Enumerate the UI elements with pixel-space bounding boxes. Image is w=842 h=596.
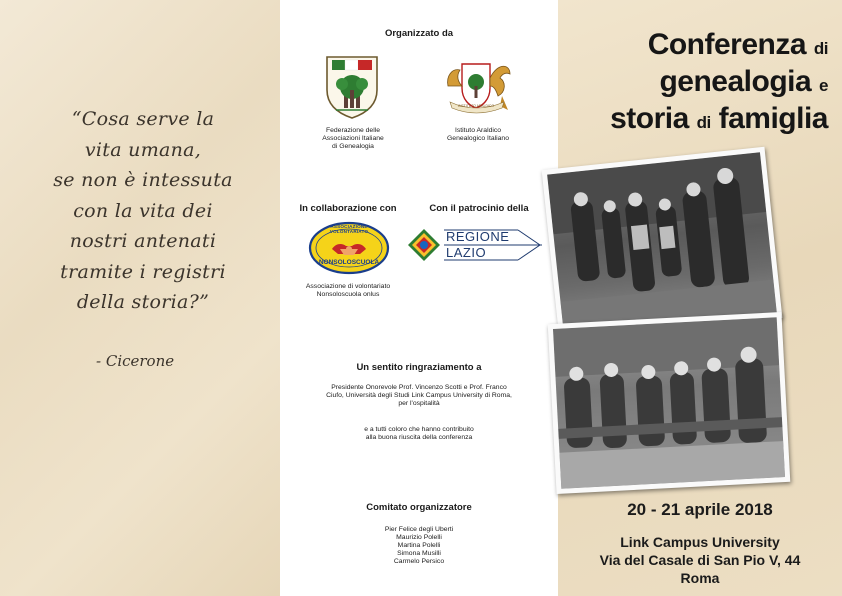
title-line-2 — [610, 65, 828, 102]
title-small-word: e — [819, 76, 828, 95]
quote-line: con la vita dei — [73, 199, 213, 222]
cover-panel — [558, 0, 842, 596]
title-word: genealogia — [659, 65, 812, 98]
title-line-3 — [610, 102, 828, 139]
fiag-label-line: Associazioni Italiane — [322, 135, 384, 142]
quote-author: - Cicerone — [96, 352, 175, 370]
organized-by-heading: Organizzato da — [384, 28, 454, 39]
committee-member: Simona Musilli — [397, 550, 441, 557]
quote-line: “Cosa serve la — [71, 108, 215, 130]
title-line-1 — [610, 28, 828, 65]
collaboration-heading: In collaborazione con — [299, 203, 397, 214]
quote-line: nostri antenati — [69, 230, 217, 252]
thanks-line: e a tutti coloro che hanno contribuito — [364, 426, 474, 433]
nonsoloscuola-label-line: Nonsoloscuola onlus — [316, 291, 380, 298]
fiag-label-line: di Genealogia — [332, 143, 374, 150]
quote-line: se non è intessuta — [53, 169, 233, 191]
title-word: Conferenza — [647, 28, 807, 61]
iagi-label-line: Genealogico Italiano — [447, 135, 509, 142]
patronage-heading: Con il patrocinio della — [429, 203, 529, 214]
iagi-label-line: Istituto Araldico — [454, 127, 502, 134]
event-city: Roma — [680, 570, 720, 586]
thanks-line: Presidente Onorevole Prof. Vincenzo Scotti e Prof. Franco — [331, 384, 507, 391]
thanks-heading: Un sentito ringraziamento a — [356, 362, 482, 373]
committee-member: Martina Polelli — [397, 542, 441, 549]
quote-text — [28, 104, 258, 318]
committee-member: Maurizio Polelli — [396, 534, 442, 541]
quote-panel — [0, 0, 280, 596]
nonsoloscuola-badge-top: ASSOCIAZIONE VOLONTARIATO — [329, 224, 369, 234]
thanks-line: alla buona riuscita della conferenza — [365, 434, 473, 441]
title-small-word: di — [813, 39, 828, 58]
info-panel — [280, 0, 558, 596]
conference-title — [610, 28, 828, 139]
quote-line: tramite i registri — [60, 260, 226, 283]
title-small-word: di — [696, 113, 711, 132]
quote-line: della storia?” — [76, 291, 210, 313]
committee-list — [280, 526, 558, 566]
thanks-paragraph-1 — [304, 384, 534, 408]
committee-member: Carmelo Persico — [393, 558, 445, 565]
vintage-group-photo — [548, 312, 791, 494]
fiag-label — [313, 127, 393, 151]
title-word: famiglia — [718, 102, 828, 135]
thanks-line: Ciufo, Università degli Studi Link Campus University di Roma, — [326, 392, 512, 399]
fiag-label-line: Federazione delle — [325, 127, 381, 134]
nonsoloscuola-label — [294, 283, 402, 299]
committee-member: Pier Felice degli Uberti — [384, 526, 454, 533]
event-dates: 20 - 21 aprile 2018 — [627, 500, 773, 519]
regione-lazio-line2: LAZIO — [446, 245, 487, 260]
nonsoloscuola-badge-bottom: NONSOLOSCUOLA — [318, 259, 380, 266]
quote-line: vita umana, — [84, 138, 202, 161]
title-word: storia — [610, 102, 689, 135]
event-address: Via del Casale di San Pio V, 44 — [599, 552, 801, 568]
iagi-seal-text: INSTITUTO ARALDICO — [458, 104, 494, 108]
vintage-family-photo — [542, 147, 783, 341]
iagi-label — [438, 127, 518, 143]
fiag-shield-logo — [324, 54, 380, 120]
thanks-line: per l'ospitalità — [398, 400, 440, 407]
committee-heading: Comitato organizzatore — [366, 502, 472, 513]
nonsoloscuola-label-line: Associazione di volontariato — [305, 283, 391, 290]
thanks-paragraph-2 — [280, 426, 558, 442]
event-venue: Link Campus University — [620, 534, 780, 550]
regione-lazio-line1: REGIONE — [446, 229, 510, 244]
